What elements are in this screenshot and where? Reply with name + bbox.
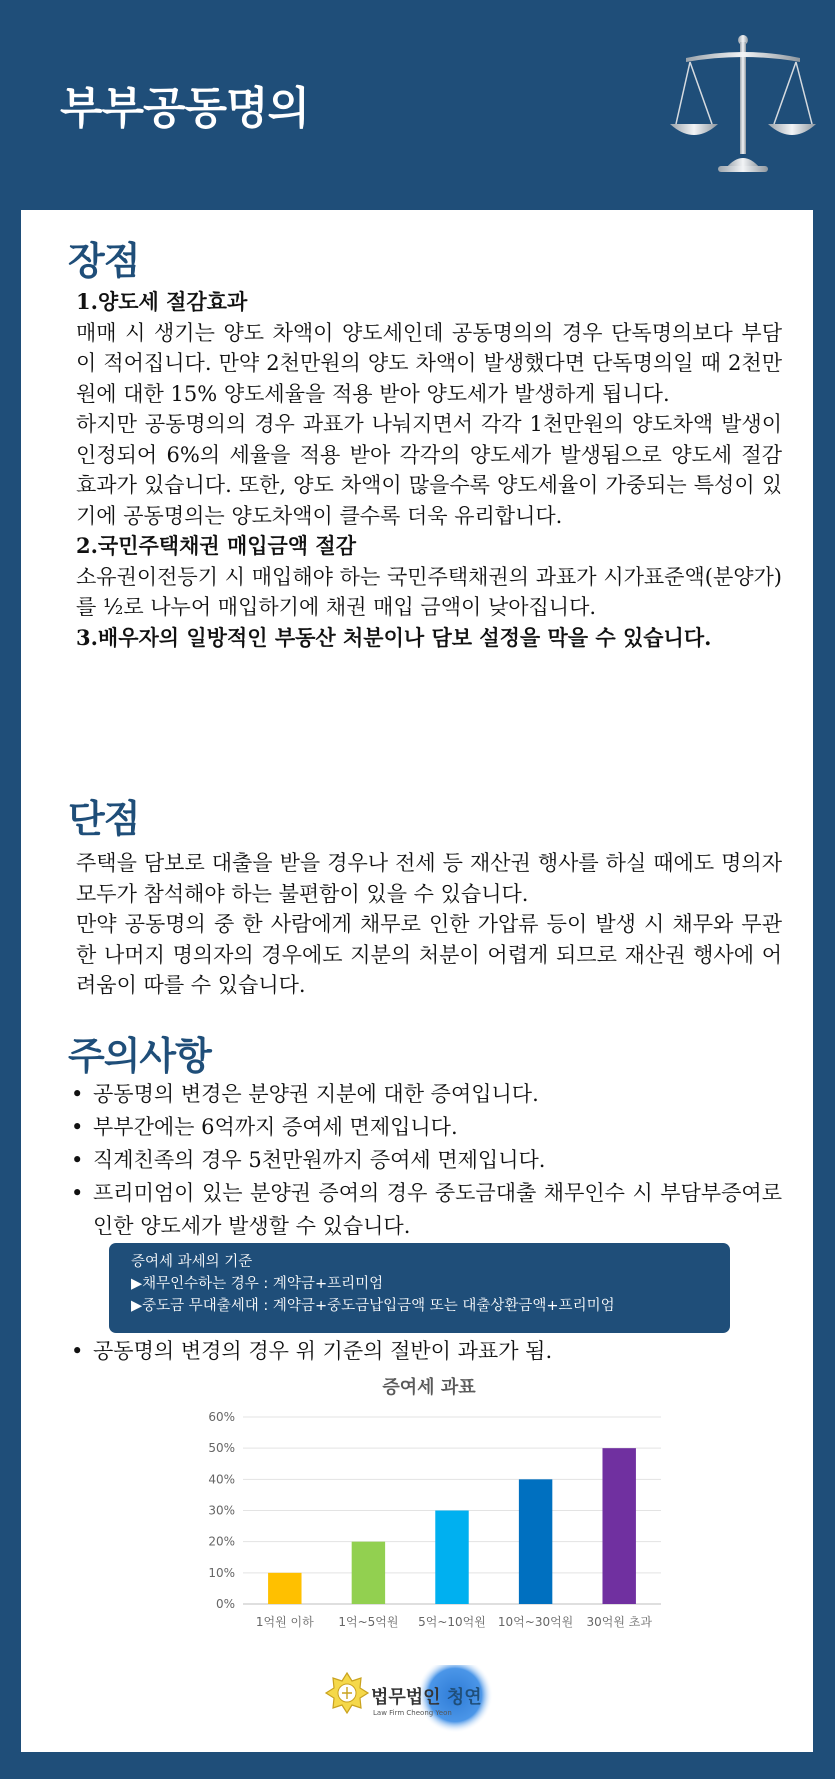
criteria-line-debt: ▶채무인수하는 경우 : 계약금+프리미엄 — [131, 1276, 384, 1292]
pros-item1-paragraph2: 하지만 공동명의의 경우 과표가 나눠지면서 각각 1천만원의 양도차액 발생이 인정되어 6%의 세율을 적용 받아 각각의 양도세가 발생됨으로 양도세 절감 효과가 있습니다. 또한, 양도 차액이 많을수록 양도세율이 가중되는 특성이 있기에 공동명의는 양도차액이 클수록 더욱 유리합니다. — [76, 412, 782, 528]
caution-bullet: • 프리미엄이 있는 분양권 증여의 경우 중도금대출 채무인수 시 부담부증여로 인한 양도세가 발생할 수 있습니다. — [69, 1177, 782, 1243]
chart-y-tick-label: 10% — [208, 1565, 235, 1580]
pros-item1-paragraph1: 매매 시 생기는 양도 차액이 양도세인데 공동명의의 경우 단독명의보다 부담이 적어집니다. 만약 2천만원의 양도 차액이 발생했다면 단독명의일 때 2천만원에 대한 15% 양도세율을 적용 받아 양도세가 발생하게 됩니다. — [76, 320, 782, 406]
gift-tax-chart — [171, 1373, 671, 1633]
chart-y-tick-label: 20% — [208, 1534, 235, 1549]
caution-bullet: • 공동명의 변경의 경우 위 기준의 절반이 과표가 됨. — [69, 1335, 782, 1368]
content-card — [21, 210, 813, 1752]
caution-bullet: • 부부간에는 6억까지 증여세 면제입니다. — [69, 1111, 782, 1144]
chart-bar — [519, 1479, 552, 1604]
chart-x-tick-label: 1억~5억원 — [338, 1615, 399, 1629]
chart-title: 증여세 과표 — [382, 1377, 476, 1398]
chart-y-tick-label: 30% — [208, 1503, 235, 1518]
law-firm-name-accent: 청연 — [446, 1687, 482, 1708]
law-firm-english-name: Law Firm Cheong Yeon — [373, 1709, 452, 1717]
cons-paragraph2: 만약 공동명의 중 한 사람에게 채무로 인한 가압류 등이 발생 시 채무와 무관한 나머지 명의자의 경우에도 지분의 처분이 어렵게 되므로 재산권 행사에 어려움이 따를 수 있습니다. — [76, 912, 782, 997]
criteria-line-no-loan: ▶중도금 무대출세대 : 계약금+중도금납입금액 또는 대출상환금액+프리미엄 — [131, 1298, 615, 1314]
law-firm-name — [371, 1683, 482, 1709]
page-header — [0, 0, 835, 210]
chart-x-tick-label: 10억~30억원 — [497, 1615, 574, 1629]
caution-list — [69, 1078, 782, 1243]
caution-bullet: • 직계친족의 경우 5천만원까지 증여세 면제입니다. — [69, 1144, 782, 1177]
pros-item1-title: 1.양도세 절감효과 — [76, 289, 248, 314]
law-firm-name-main: 법무법인 — [371, 1687, 441, 1708]
pros-item3-title: 3.배우자의 일방적인 부동산 처분이나 담보 설정을 막을 수 있습니다. — [76, 624, 712, 650]
caution-heading: 주의사항 — [68, 1034, 211, 1078]
cons-paragraph1: 주택을 담보로 대출을 받을 경우나 전세 등 재산권 행사를 하실 때에도 명의자 모두가 참석해야 하는 불편함이 있을 수 있습니다. — [76, 851, 782, 906]
law-firm-logo — [321, 1665, 521, 1740]
gift-tax-criteria-box — [109, 1243, 730, 1333]
chart-y-tick-label: 50% — [208, 1441, 235, 1456]
chart-bar — [602, 1448, 635, 1604]
pros-body — [76, 287, 782, 653]
chart-y-tick-label: 60% — [208, 1410, 235, 1424]
scales-of-justice-icon — [668, 28, 818, 178]
chart-x-tick-label: 30억원 초과 — [586, 1615, 652, 1629]
cons-body — [76, 848, 782, 1001]
chart-y-tick-label: 40% — [208, 1472, 235, 1487]
chart-bar — [352, 1542, 385, 1604]
chart-x-tick-label: 1억원 이하 — [255, 1615, 314, 1629]
pros-item2-paragraph1: 소유권이전등기 시 매입해야 하는 국민주택채권의 과표가 시가표준액(분양가)를 ½로 나누어 매입하기에 채권 매입 금액이 낮아집니다. — [76, 564, 782, 619]
chart-y-tick-label: 0% — [215, 1597, 235, 1611]
pros-item2-title: 2.국민주택채권 매입금액 절감 — [76, 533, 356, 558]
page-title: 부부공동명의 — [60, 83, 310, 134]
cons-heading: 단점 — [68, 797, 140, 841]
caution-list-tail — [69, 1335, 782, 1368]
chart-bar — [435, 1511, 468, 1605]
caution-bullet: • 공동명의 변경은 분양권 지분에 대한 증여입니다. — [69, 1078, 782, 1111]
chart-x-tick-label: 5억~10억원 — [418, 1615, 486, 1629]
criteria-box-title: 증여세 과세의 기준 — [131, 1254, 253, 1270]
pros-heading: 장점 — [68, 239, 140, 283]
chart-bar — [268, 1573, 301, 1604]
